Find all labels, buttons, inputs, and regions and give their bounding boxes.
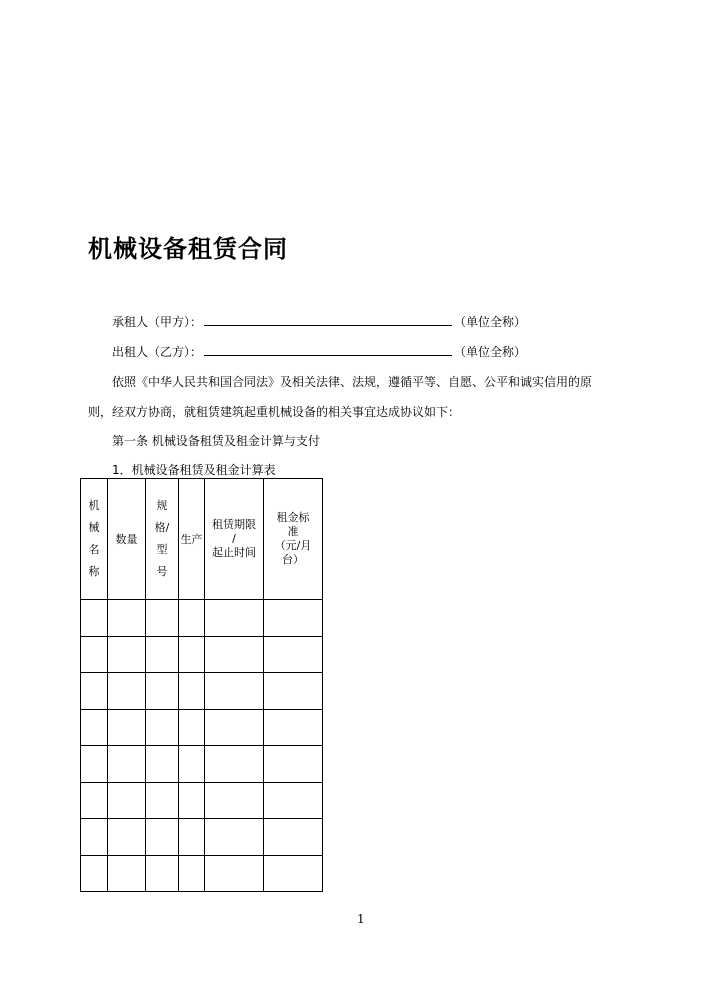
table-cell bbox=[179, 600, 205, 637]
article-1-heading: 第一条 机械设备租赁及租金计算与支付 bbox=[112, 434, 320, 448]
table-cell bbox=[81, 636, 108, 673]
table-cell bbox=[205, 709, 264, 746]
table-cell bbox=[108, 855, 146, 892]
table-cell bbox=[81, 782, 108, 819]
table-cell bbox=[81, 673, 108, 710]
header-rent-standard: 租金标 准 （元/月 台） bbox=[264, 479, 323, 600]
table-cell bbox=[205, 636, 264, 673]
header-quantity: 数量 bbox=[108, 479, 146, 600]
table-row bbox=[81, 819, 323, 856]
table-cell bbox=[205, 819, 264, 856]
table-cell bbox=[179, 673, 205, 710]
table-cell bbox=[205, 782, 264, 819]
table-cell bbox=[108, 600, 146, 637]
table-row bbox=[81, 782, 323, 819]
table-cell bbox=[108, 636, 146, 673]
table-row bbox=[81, 673, 323, 710]
intro-line-1: 依照《中华人民共和国合同法》及相关法律、法规，遵循平等、自愿、公平和诚实信用的原 bbox=[112, 375, 593, 389]
table-cell bbox=[146, 709, 179, 746]
table-cell bbox=[81, 819, 108, 856]
lessor-label: 承租人（甲方）： bbox=[112, 315, 203, 329]
lessee-line bbox=[112, 343, 526, 360]
table-cell bbox=[205, 600, 264, 637]
document-title: 机械设备租赁合同 bbox=[88, 235, 288, 263]
table-cell bbox=[81, 600, 108, 637]
table-cell bbox=[205, 855, 264, 892]
table-row bbox=[81, 855, 323, 892]
table-cell bbox=[81, 855, 108, 892]
table-cell bbox=[205, 746, 264, 783]
lessee-blank bbox=[204, 343, 452, 356]
table-cell bbox=[108, 819, 146, 856]
table-header-row bbox=[81, 479, 323, 600]
table-cell bbox=[179, 819, 205, 856]
table-cell bbox=[264, 673, 323, 710]
table-cell bbox=[264, 746, 323, 783]
table-cell bbox=[146, 673, 179, 710]
table-cell bbox=[264, 709, 323, 746]
table-cell bbox=[179, 709, 205, 746]
table-cell bbox=[179, 636, 205, 673]
table-cell bbox=[146, 746, 179, 783]
table-row bbox=[81, 709, 323, 746]
table-cell bbox=[108, 782, 146, 819]
table-cell bbox=[146, 782, 179, 819]
table-cell bbox=[264, 600, 323, 637]
table-cell bbox=[179, 782, 205, 819]
table-cell bbox=[205, 673, 264, 710]
table-cell bbox=[264, 782, 323, 819]
item-1-heading: 1．机械设备租赁及租金计算表 bbox=[112, 463, 276, 477]
lessor-blank bbox=[204, 313, 452, 326]
lessor-line bbox=[112, 313, 526, 330]
lessee-label: 出租人（乙方）： bbox=[112, 345, 203, 359]
lessee-suffix: （单位全称） bbox=[454, 345, 527, 359]
table-cell bbox=[146, 636, 179, 673]
table-cell bbox=[81, 746, 108, 783]
table-cell bbox=[264, 855, 323, 892]
table-row bbox=[81, 746, 323, 783]
table-cell bbox=[264, 636, 323, 673]
table-cell bbox=[108, 746, 146, 783]
intro-line-2: 则，经双方协商，就租赁建筑起重机械设备的相关事宜达成协议如下： bbox=[88, 405, 461, 419]
table-cell bbox=[264, 819, 323, 856]
table-body bbox=[81, 600, 323, 892]
table-row bbox=[81, 600, 323, 637]
header-manufacturer: 生产 bbox=[179, 479, 205, 600]
header-machine-name: 机 械 名 称 bbox=[81, 479, 108, 600]
header-rental-period: 租赁期限 / 起止时间 bbox=[205, 479, 264, 600]
table-row bbox=[81, 636, 323, 673]
table-cell bbox=[146, 819, 179, 856]
rental-table bbox=[80, 478, 323, 892]
table-cell bbox=[108, 709, 146, 746]
header-spec-model: 规 格/ 型 号 bbox=[146, 479, 179, 600]
table-cell bbox=[179, 855, 205, 892]
table-cell bbox=[81, 709, 108, 746]
table-cell bbox=[108, 673, 146, 710]
table-cell bbox=[146, 600, 179, 637]
lessor-suffix: （单位全称） bbox=[454, 315, 527, 329]
table-cell bbox=[179, 746, 205, 783]
table-cell bbox=[146, 855, 179, 892]
page-number: 1 bbox=[357, 912, 365, 926]
